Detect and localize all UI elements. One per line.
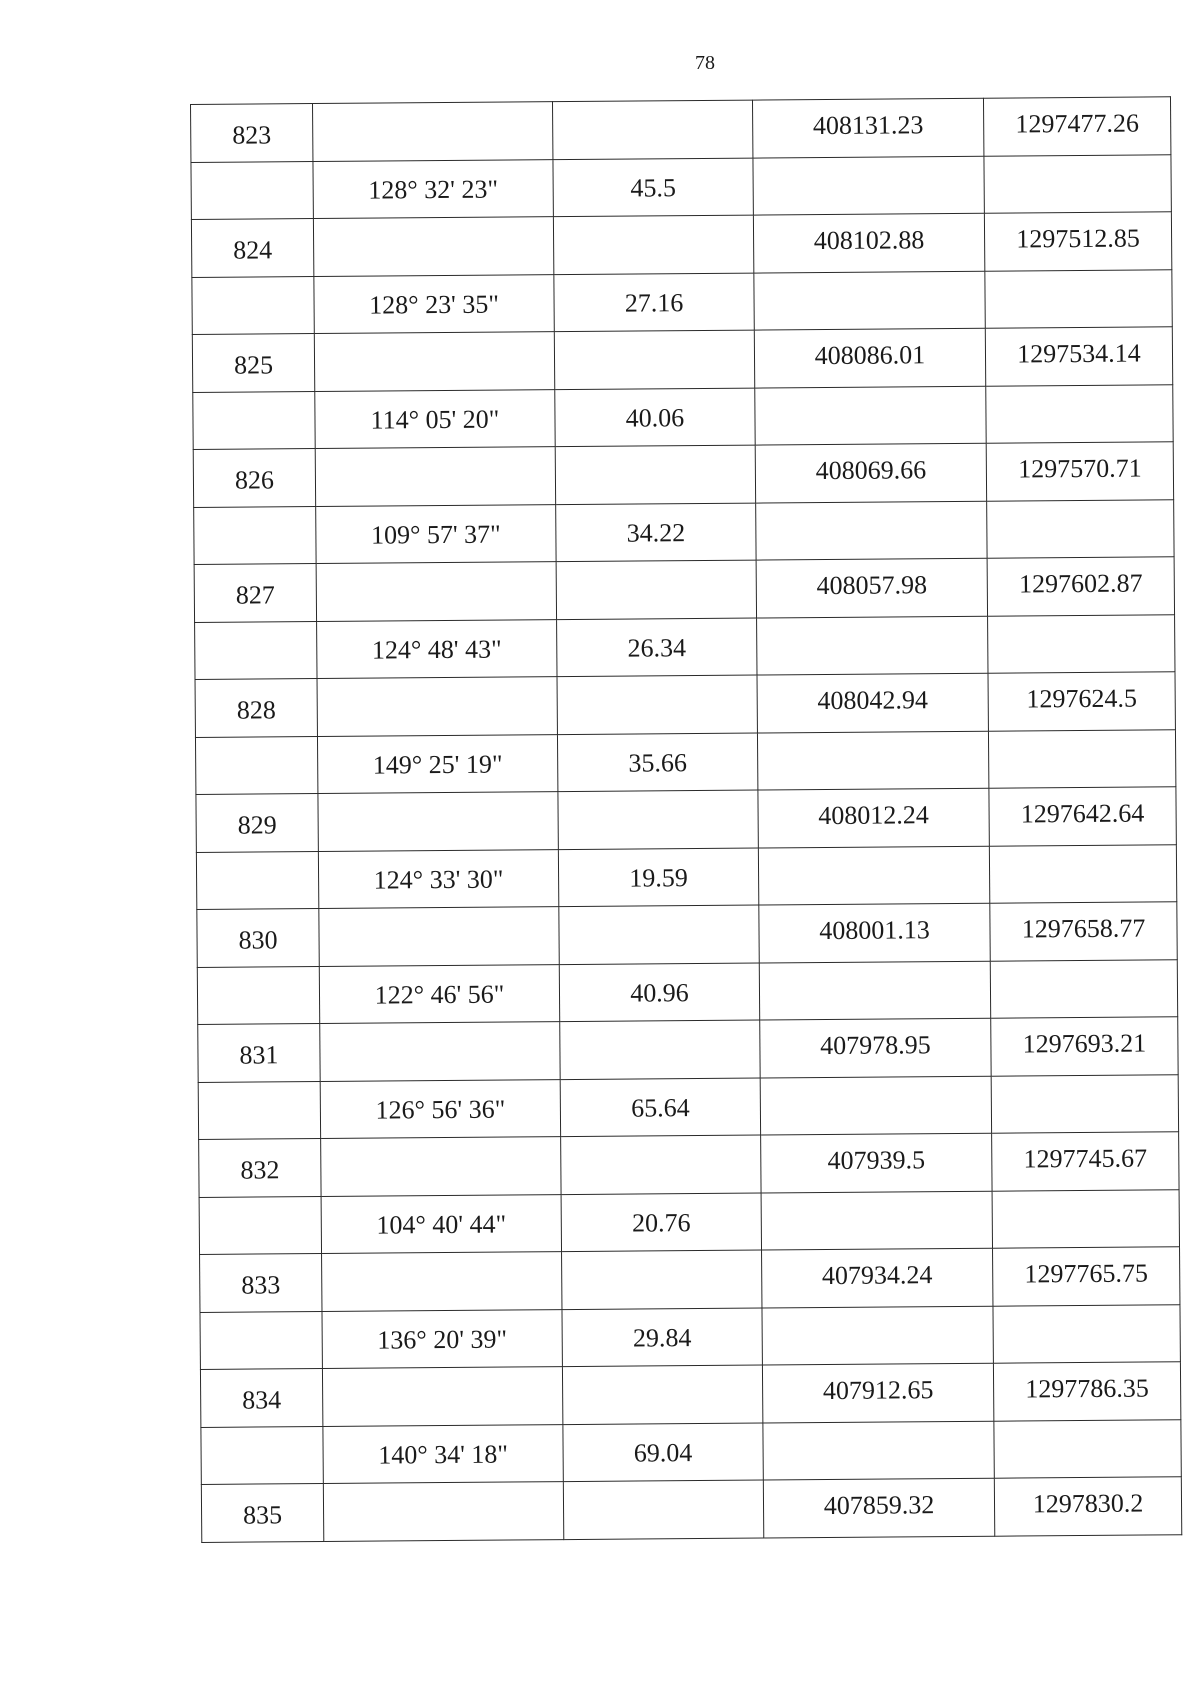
empty-cell [753,156,984,215]
easting-cell: 1297534.14 [985,327,1172,386]
empty-cell [552,100,752,159]
distance-cell: 19.59 [558,848,758,907]
easting-cell: 1297658.77 [990,902,1177,961]
empty-cell [562,1365,762,1424]
table-row-segment [196,844,1176,909]
distance-cell: 69.04 [563,1423,763,1482]
empty-cell [759,961,990,1020]
bearing-cell: 149° 25' 19" [317,734,557,793]
bearing-cell: 109° 57' 37" [316,504,556,563]
empty-cell [313,102,553,161]
empty-cell [754,271,985,330]
empty-cell [316,562,556,621]
empty-cell [560,1020,760,1079]
bearing-cell: 124° 33' 30" [318,849,558,908]
easting-cell: 1297512.85 [984,212,1171,271]
distance-cell: 27.16 [554,273,754,332]
table-row-segment [201,1419,1181,1484]
distance-cell: 20.76 [561,1193,761,1252]
table-row-point [191,97,1171,162]
bearing-cell: 124° 48' 43" [317,619,557,678]
coordinates-table-body [191,97,1182,1542]
table-row-point [192,327,1172,392]
distance-cell: 45.5 [553,158,753,217]
distance-cell: 40.06 [555,388,755,447]
empty-cell [994,1419,1181,1478]
empty-cell [198,1081,320,1139]
bearing-cell: 128° 23' 35" [314,274,554,333]
distance-cell: 40.96 [559,963,759,1022]
empty-cell [313,217,553,276]
table-row-point [195,672,1175,737]
empty-cell [992,1189,1179,1248]
bearing-cell: 104° 40' 44" [321,1194,561,1253]
empty-cell [993,1304,1180,1363]
bearing-cell: 136° 20' 39" [322,1309,562,1368]
empty-cell [563,1480,763,1539]
point-id-cell: 824 [191,219,313,277]
empty-cell [194,506,316,564]
point-id-cell: 825 [192,334,314,392]
page-number: 78 [695,52,715,74]
empty-cell [554,330,754,389]
distance-cell: 26.34 [557,618,757,677]
empty-cell [319,907,559,966]
table-row-segment [193,384,1173,449]
point-id-cell: 828 [195,679,317,737]
distance-cell: 34.22 [556,503,756,562]
empty-cell [988,729,1175,788]
empty-cell [986,384,1173,443]
empty-cell [191,161,313,219]
empty-cell [199,1196,321,1254]
empty-cell [763,1421,994,1480]
bearing-cell: 140° 34' 18" [323,1424,563,1483]
empty-cell [988,614,1175,673]
point-id-cell: 823 [191,104,313,162]
bearing-cell: 122° 46' 56" [319,964,559,1023]
northing-cell: 408086.01 [754,328,985,387]
empty-cell [196,851,318,909]
empty-cell [200,1311,322,1369]
empty-cell [991,1074,1178,1133]
empty-cell [315,447,555,506]
easting-cell: 1297624.5 [988,672,1175,731]
table-row-point [201,1477,1181,1542]
easting-cell: 1297745.67 [992,1132,1179,1191]
point-id-cell: 834 [200,1368,322,1426]
empty-cell [760,1076,991,1135]
point-id-cell: 832 [199,1139,321,1197]
distance-cell: 65.64 [560,1078,760,1137]
empty-cell [201,1426,323,1484]
bearing-cell: 126° 56' 36" [320,1079,560,1138]
table-row-segment [197,959,1177,1024]
table-row-point [193,442,1173,507]
empty-cell [758,846,989,905]
point-id-cell: 827 [194,564,316,622]
empty-cell [193,391,315,449]
northing-cell: 407912.65 [762,1363,993,1422]
easting-cell: 1297477.26 [983,97,1170,156]
empty-cell [318,792,558,851]
empty-cell [322,1367,562,1426]
table-row-segment [195,729,1175,794]
northing-cell: 408131.23 [752,98,983,157]
northing-cell: 408042.94 [757,673,988,732]
table-row-point [196,787,1176,852]
empty-cell [985,269,1172,328]
coordinates-table [190,96,1182,1542]
point-id-cell: 830 [197,909,319,967]
northing-cell: 408012.24 [758,788,989,847]
table-row-segment [195,614,1175,679]
distance-cell: 29.84 [562,1308,762,1367]
empty-cell [195,736,317,794]
table-row-point [197,902,1177,967]
empty-cell [987,499,1174,558]
empty-cell [197,966,319,1024]
table-row-segment [191,154,1171,219]
coordinates-table-wrapper [190,96,1182,1542]
bearing-cell: 114° 05' 20" [315,389,555,448]
empty-cell [762,1306,993,1365]
point-id-cell: 835 [201,1483,323,1541]
empty-cell [553,215,753,274]
easting-cell: 1297570.71 [986,442,1173,501]
empty-cell [556,560,756,619]
empty-cell [555,445,755,504]
northing-cell: 407934.24 [762,1248,993,1307]
empty-cell [557,675,757,734]
point-id-cell: 826 [193,449,315,507]
table-row-segment [192,269,1172,334]
empty-cell [757,616,988,675]
northing-cell: 407859.32 [763,1478,994,1537]
easting-cell: 1297765.75 [993,1247,1180,1306]
empty-cell [320,1022,560,1081]
table-row-point [198,1017,1178,1082]
northing-cell: 408001.13 [759,903,990,962]
empty-cell [761,1191,992,1250]
empty-cell [561,1135,761,1194]
empty-cell [323,1482,563,1541]
empty-cell [558,790,758,849]
empty-cell [984,154,1171,213]
empty-cell [559,905,759,964]
empty-cell [990,959,1177,1018]
easting-cell: 1297642.64 [989,787,1176,846]
easting-cell: 1297786.35 [993,1362,1180,1421]
empty-cell [322,1252,562,1311]
table-row-point [200,1362,1180,1427]
table-row-point [200,1247,1180,1312]
point-id-cell: 833 [200,1254,322,1312]
empty-cell [755,386,986,445]
distance-cell: 35.66 [557,733,757,792]
empty-cell [756,501,987,560]
point-id-cell: 829 [196,794,318,852]
easting-cell: 1297693.21 [991,1017,1178,1076]
table-row-point [199,1132,1179,1197]
table-row-segment [198,1074,1178,1139]
northing-cell: 408057.98 [756,558,987,617]
empty-cell [757,731,988,790]
northing-cell: 407939.5 [761,1133,992,1192]
empty-cell [314,332,554,391]
table-row-segment [200,1304,1180,1369]
easting-cell: 1297602.87 [987,557,1174,616]
point-id-cell: 831 [198,1024,320,1082]
table-row-point [194,557,1174,622]
empty-cell [321,1137,561,1196]
empty-cell [989,844,1176,903]
northing-cell: 408102.88 [753,213,984,272]
northing-cell: 407978.95 [760,1018,991,1077]
bearing-cell: 128° 32' 23" [313,159,553,218]
empty-cell [192,276,314,334]
empty-cell [317,677,557,736]
empty-cell [195,621,317,679]
table-row-segment [199,1189,1179,1254]
northing-cell: 408069.66 [755,443,986,502]
easting-cell: 1297830.2 [994,1477,1181,1536]
table-row-point [191,212,1171,277]
empty-cell [562,1250,762,1309]
table-row-segment [194,499,1174,564]
